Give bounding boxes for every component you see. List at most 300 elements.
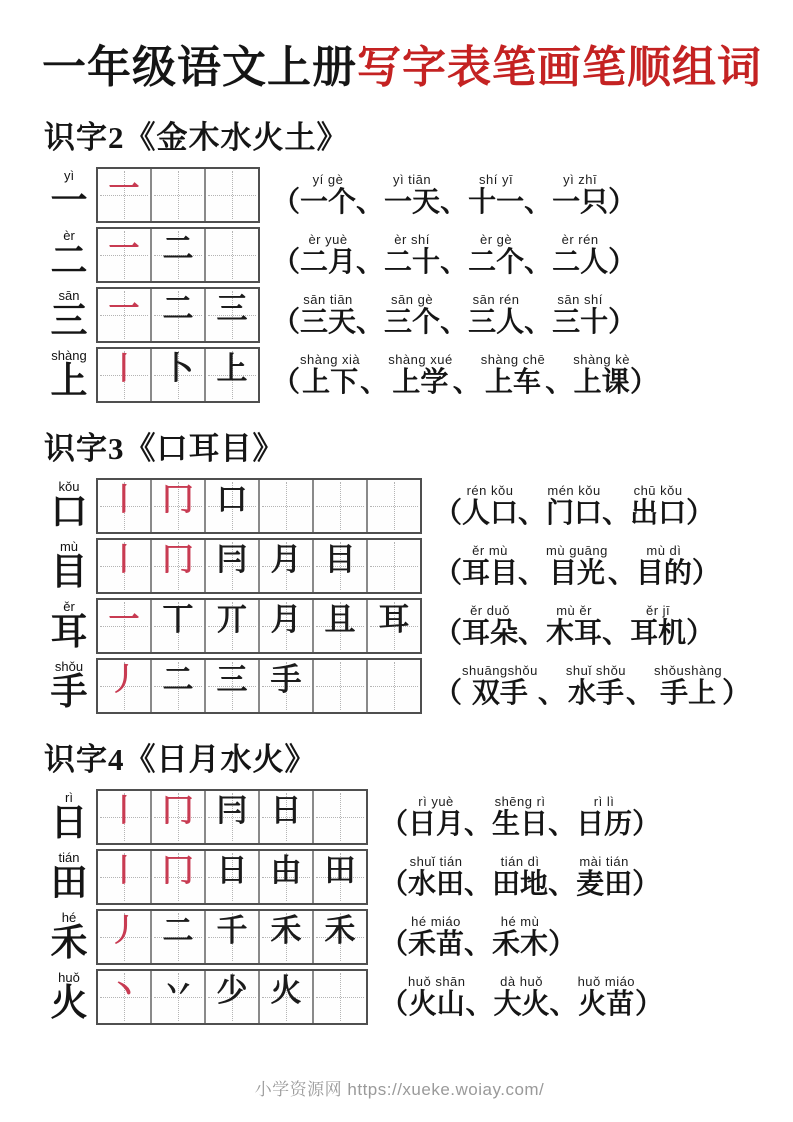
stroke-cell: [152, 169, 206, 221]
word-pinyin: sān gè: [391, 292, 434, 308]
close-paren: ）: [722, 678, 751, 710]
open-paren: （: [434, 558, 463, 590]
character-pinyin: shàng: [51, 347, 87, 363]
stroke-cell: [152, 600, 206, 652]
word-unit: [384, 173, 440, 217]
character-row: [42, 287, 757, 343]
open-paren: （: [434, 618, 463, 650]
word-unit: [462, 604, 518, 648]
character-row: [42, 789, 757, 845]
stroke-stage-glyph: 日: [216, 852, 248, 888]
word-unit: [408, 855, 464, 899]
stroke-cell: [260, 540, 314, 592]
stroke-stage-glyph: 二: [162, 230, 194, 266]
stroke-cell: [98, 791, 152, 843]
word-pinyin: ěr jī: [646, 603, 671, 619]
word-unit: [388, 353, 453, 397]
word-unit: [566, 664, 626, 708]
word-text: 上课: [573, 367, 630, 399]
character-row: [42, 658, 757, 714]
word-list: [434, 544, 720, 588]
stroke-stage-glyph: 丅: [162, 601, 194, 637]
close-paren: ）: [691, 558, 720, 590]
word-list: [434, 484, 714, 528]
word-separator: 、: [464, 809, 493, 841]
word-unit: [462, 544, 518, 588]
word-list: [272, 293, 636, 337]
word-text: 禾苗: [408, 929, 465, 961]
word-unit: [384, 293, 440, 337]
stroke-cell: [98, 229, 152, 281]
open-paren: （: [272, 367, 301, 399]
stroke-stage-glyph: 二: [162, 661, 194, 697]
word-text: 田地: [492, 869, 549, 901]
stroke-stage-glyph: 丷: [162, 972, 194, 1008]
word-pinyin: hé mù: [500, 914, 540, 930]
word-text: 二十: [384, 247, 441, 279]
stroke-order-grid: [96, 789, 368, 845]
stroke-cell: [368, 660, 420, 712]
word-unit: [636, 544, 692, 588]
character-glyph: 上: [50, 360, 88, 402]
word-separator: 、: [356, 307, 385, 339]
stroke-stage-glyph: 丿: [108, 912, 140, 948]
stroke-stage-glyph: 手: [270, 661, 302, 697]
stroke-order-grid: [96, 538, 422, 594]
word-text: 三十: [552, 307, 609, 339]
stroke-cell: [260, 600, 314, 652]
stroke-stage-glyph: 冂: [162, 792, 194, 828]
word-separator: 、: [548, 869, 577, 901]
stroke-order-grid: [96, 598, 422, 654]
word-separator: 、: [465, 989, 494, 1021]
word-text: 三人: [468, 307, 525, 339]
stroke-stage-glyph: 少: [216, 972, 248, 1008]
character-label: [42, 169, 96, 222]
word-pinyin: huǒ miáo: [577, 974, 636, 990]
word-separator: 、: [549, 989, 578, 1021]
word-separator: 、: [545, 367, 574, 399]
stroke-stage-glyph: 丨: [108, 852, 140, 888]
stroke-cell: [206, 911, 260, 963]
word-pinyin: yì zhī: [563, 172, 598, 188]
character-pinyin: kǒu: [58, 478, 80, 494]
word-pinyin: mù ěr: [556, 603, 592, 619]
word-list: [272, 173, 636, 217]
character-label: [42, 660, 96, 713]
stroke-cell: [206, 169, 258, 221]
stroke-cell: [98, 169, 152, 221]
section: [42, 112, 757, 403]
stroke-cell: [260, 660, 314, 712]
stroke-cell: [260, 480, 314, 532]
open-paren: （: [380, 989, 409, 1021]
word-unit: [552, 233, 608, 277]
character-pinyin: èr: [63, 227, 75, 243]
character-label: [42, 791, 96, 844]
word-pinyin: chū kǒu: [633, 483, 683, 499]
stroke-cell: [206, 971, 260, 1023]
title-red-part: 写字表笔画笔顺组词: [357, 43, 762, 92]
word-text: 日月: [408, 809, 465, 841]
word-text: 水田: [408, 869, 465, 901]
word-separator: 、: [537, 678, 566, 710]
word-pinyin: mén kǒu: [547, 483, 601, 499]
character-glyph: 三: [50, 300, 88, 342]
word-text: 耳机: [630, 618, 687, 650]
character-glyph: 手: [50, 671, 88, 713]
open-paren: （: [380, 809, 409, 841]
word-pinyin: huǒ shān: [408, 974, 466, 990]
stroke-cell: [98, 971, 152, 1023]
character-row: [42, 478, 757, 534]
word-text: 双手: [471, 678, 528, 710]
character-row: [42, 347, 757, 403]
word-unit: [573, 353, 630, 397]
open-paren: （: [434, 678, 463, 710]
stroke-cell: [98, 660, 152, 712]
word-unit: [481, 353, 546, 397]
sections: [42, 92, 757, 1029]
character-pinyin: huǒ: [58, 969, 80, 985]
stroke-stage-glyph: 且: [324, 601, 356, 637]
stroke-cell: [152, 349, 206, 401]
character-label: [42, 349, 96, 402]
word-unit: [300, 353, 360, 397]
close-paren: ）: [686, 618, 715, 650]
stroke-cell: [98, 600, 152, 652]
word-pinyin: ěr mù: [472, 543, 508, 559]
close-paren: ）: [632, 869, 661, 901]
word-pinyin: shuǐ tián: [409, 854, 463, 870]
stroke-stage-glyph: 冃: [216, 541, 248, 577]
word-text: 三天: [300, 307, 357, 339]
stroke-cell: [260, 911, 314, 963]
word-separator: 、: [518, 558, 547, 590]
word-pinyin: sān rén: [472, 292, 520, 308]
word-separator: 、: [524, 247, 553, 279]
stroke-stage-glyph: 禾: [270, 912, 302, 948]
word-list: [434, 604, 714, 648]
character-glyph: 二: [50, 240, 88, 282]
stroke-stage-glyph: 三: [216, 290, 248, 326]
word-unit: [492, 855, 548, 899]
word-unit: [552, 293, 608, 337]
stroke-stage-glyph: 冂: [162, 852, 194, 888]
stroke-stage-glyph: 丨: [108, 350, 140, 386]
word-text: 出口: [630, 498, 687, 530]
word-pinyin: rì lì: [593, 794, 615, 810]
close-paren: ）: [548, 929, 577, 961]
word-text: 大火: [493, 989, 550, 1021]
word-unit: [462, 484, 518, 528]
title-black-part: 一年级语文上册: [42, 43, 357, 92]
word-unit: [546, 544, 608, 588]
stroke-cell: [314, 911, 366, 963]
word-unit: [546, 484, 602, 528]
character-row: [42, 538, 757, 594]
stroke-order-grid: [96, 478, 422, 534]
section-heading: 识字3《口耳目》: [44, 431, 285, 467]
stroke-stage-glyph: 千: [216, 912, 248, 948]
stroke-cell: [206, 289, 258, 341]
word-text: 火苗: [578, 989, 635, 1021]
word-unit: [492, 795, 548, 839]
word-pinyin: mù guāng: [546, 543, 608, 559]
stroke-stage-glyph: 一: [108, 230, 140, 266]
word-separator: 、: [464, 869, 493, 901]
character-label: [42, 600, 96, 653]
word-unit: [552, 173, 608, 217]
character-glyph: 田: [50, 862, 88, 904]
word-list: [380, 915, 576, 959]
character-pinyin: mù: [59, 538, 79, 554]
stroke-cell: [152, 289, 206, 341]
stroke-cell: [368, 600, 420, 652]
word-pinyin: èr yuè: [308, 232, 348, 248]
word-pinyin: shí yī: [479, 172, 514, 188]
word-pinyin: shǒushàng: [654, 663, 723, 679]
character-pinyin: ěr: [63, 598, 75, 614]
stroke-stage-glyph: 丨: [108, 541, 140, 577]
stroke-cell: [260, 791, 314, 843]
character-row: [42, 909, 757, 965]
stroke-cell: [152, 911, 206, 963]
stroke-cell: [368, 540, 420, 592]
word-text: 目光: [548, 558, 605, 590]
word-pinyin: shuǐ shǒu: [565, 663, 627, 679]
character-row: [42, 598, 757, 654]
word-text: 耳目: [462, 558, 519, 590]
stroke-stage-glyph: 三: [216, 661, 248, 697]
stroke-cell: [206, 660, 260, 712]
word-text: 二月: [300, 247, 357, 279]
word-text: 二人: [552, 247, 609, 279]
character-label: [42, 229, 96, 282]
character-glyph: 口: [50, 491, 88, 533]
word-separator: 、: [464, 929, 493, 961]
character-label: [42, 971, 96, 1024]
word-separator: 、: [440, 307, 469, 339]
word-list: [380, 975, 663, 1019]
word-list: [380, 795, 660, 839]
section-heading: 识字4《日月水火》: [44, 742, 317, 778]
stroke-cell: [206, 600, 260, 652]
word-unit: [576, 795, 632, 839]
stroke-stage-glyph: 由: [270, 852, 302, 888]
character-row: [42, 969, 757, 1025]
stroke-cell: [152, 971, 206, 1023]
open-paren: （: [380, 869, 409, 901]
stroke-stage-glyph: 卜: [162, 350, 194, 386]
word-pinyin: shàng chē: [480, 352, 546, 368]
character-glyph: 一: [50, 180, 88, 222]
stroke-order-grid: [96, 347, 260, 403]
close-paren: ）: [632, 809, 661, 841]
section: [42, 734, 757, 1025]
word-text: 手上: [660, 678, 717, 710]
word-unit: [468, 293, 524, 337]
word-text: 生日: [492, 809, 549, 841]
word-text: 日历: [576, 809, 633, 841]
word-list: [434, 664, 750, 708]
word-separator: 、: [440, 187, 469, 219]
character-pinyin: shǒu: [54, 658, 84, 674]
stroke-stage-glyph: 月: [270, 601, 302, 637]
stroke-cell: [314, 791, 366, 843]
word-unit: [630, 604, 686, 648]
word-separator: 、: [518, 618, 547, 650]
word-text: 十一: [468, 187, 525, 219]
word-pinyin: mài tián: [579, 854, 629, 870]
stroke-stage-glyph: 丨: [108, 481, 140, 517]
stroke-stage-glyph: 上: [216, 350, 248, 386]
stroke-stage-glyph: 一: [108, 290, 140, 326]
word-unit: [630, 484, 686, 528]
word-unit: [300, 233, 356, 277]
character-pinyin: yì: [63, 167, 75, 183]
stroke-order-grid: [96, 658, 422, 714]
character-pinyin: tián: [58, 849, 80, 865]
character-glyph: 禾: [50, 922, 88, 964]
word-unit: [300, 173, 356, 217]
stroke-cell: [152, 229, 206, 281]
word-pinyin: sān shí: [557, 292, 603, 308]
stroke-cell: [98, 349, 152, 401]
word-text: 一天: [384, 187, 441, 219]
word-text: 一只: [552, 187, 609, 219]
word-text: 禾木: [492, 929, 549, 961]
stroke-order-grid: [96, 969, 368, 1025]
stroke-cell: [206, 540, 260, 592]
word-pinyin: mù dì: [646, 543, 682, 559]
stroke-order-grid: [96, 227, 260, 283]
word-separator: 、: [607, 558, 636, 590]
word-unit: [578, 975, 635, 1019]
close-paren: ）: [608, 187, 637, 219]
word-text: 上下: [302, 367, 359, 399]
stroke-cell: [152, 540, 206, 592]
stroke-stage-glyph: 禾: [324, 912, 356, 948]
section: [42, 423, 757, 714]
character-label: [42, 480, 96, 533]
word-unit: [546, 604, 602, 648]
stroke-order-grid: [96, 287, 260, 343]
word-pinyin: shēng rì: [494, 794, 546, 810]
word-separator: 、: [440, 247, 469, 279]
stroke-cell: [206, 480, 260, 532]
stroke-stage-glyph: 一: [108, 601, 140, 637]
stroke-stage-glyph: 日: [270, 792, 302, 828]
stroke-cell: [260, 851, 314, 903]
stroke-stage-glyph: 丿: [108, 661, 140, 697]
close-paren: ）: [608, 307, 637, 339]
stroke-cell: [98, 911, 152, 963]
word-separator: 、: [452, 367, 481, 399]
stroke-stage-glyph: 丨: [108, 792, 140, 828]
stroke-cell: [206, 229, 258, 281]
page-title: [42, 43, 762, 92]
stroke-stage-glyph: 月: [270, 541, 302, 577]
close-paren: ）: [608, 247, 637, 279]
word-unit: [408, 975, 466, 1019]
word-separator: 、: [626, 678, 655, 710]
stroke-cell: [206, 851, 260, 903]
word-separator: 、: [548, 809, 577, 841]
character-glyph: 目: [50, 551, 88, 593]
character-row: [42, 227, 757, 283]
word-pinyin: dà huǒ: [500, 974, 543, 990]
character-glyph: 日: [50, 802, 88, 844]
word-separator: 、: [518, 498, 547, 530]
stroke-stage-glyph: 冃: [216, 792, 248, 828]
word-separator: 、: [524, 307, 553, 339]
stroke-cell: [314, 600, 368, 652]
close-paren: ）: [635, 989, 664, 1021]
stroke-cell: [206, 349, 258, 401]
character-row: [42, 849, 757, 905]
character-label: [42, 911, 96, 964]
word-unit: [494, 975, 550, 1019]
word-text: 上车: [484, 367, 541, 399]
open-paren: （: [272, 247, 301, 279]
word-unit: [462, 664, 538, 708]
character-label: [42, 540, 96, 593]
word-unit: [654, 664, 722, 708]
word-text: 水手: [567, 678, 624, 710]
word-text: 三个: [384, 307, 441, 339]
stroke-order-grid: [96, 849, 368, 905]
character-glyph: 火: [50, 982, 88, 1024]
stroke-cell: [98, 480, 152, 532]
word-unit: [468, 233, 524, 277]
word-text: 门口: [546, 498, 603, 530]
word-pinyin: shàng xià: [300, 352, 361, 368]
word-unit: [384, 233, 440, 277]
open-paren: （: [380, 929, 409, 961]
word-text: 麦田: [576, 869, 633, 901]
stroke-cell: [206, 791, 260, 843]
word-separator: 、: [356, 187, 385, 219]
stroke-stage-glyph: 耳: [378, 601, 410, 637]
word-separator: 、: [602, 618, 631, 650]
stroke-stage-glyph: 火: [270, 972, 302, 1008]
open-paren: （: [272, 307, 301, 339]
word-pinyin: hé miáo: [411, 914, 461, 930]
word-separator: 、: [602, 498, 631, 530]
word-pinyin: rén kǒu: [466, 483, 514, 499]
stroke-cell: [152, 791, 206, 843]
word-text: 耳朵: [462, 618, 519, 650]
stroke-cell: [314, 660, 368, 712]
stroke-stage-glyph: 口: [216, 481, 248, 517]
character-label: [42, 851, 96, 904]
character-pinyin: hé: [61, 909, 77, 925]
word-text: 目的: [635, 558, 692, 590]
stroke-cell: [314, 480, 368, 532]
word-unit: [468, 173, 524, 217]
word-text: 上学: [392, 367, 449, 399]
word-unit: [492, 915, 548, 959]
stroke-order-grid: [96, 167, 260, 223]
word-pinyin: sān tiān: [303, 292, 353, 308]
character-pinyin: rì: [65, 789, 73, 805]
word-pinyin: yì tiān: [392, 172, 432, 188]
stroke-cell: [98, 540, 152, 592]
open-paren: （: [272, 187, 301, 219]
stroke-stage-glyph: 一: [108, 170, 140, 206]
character-label: [42, 289, 96, 342]
